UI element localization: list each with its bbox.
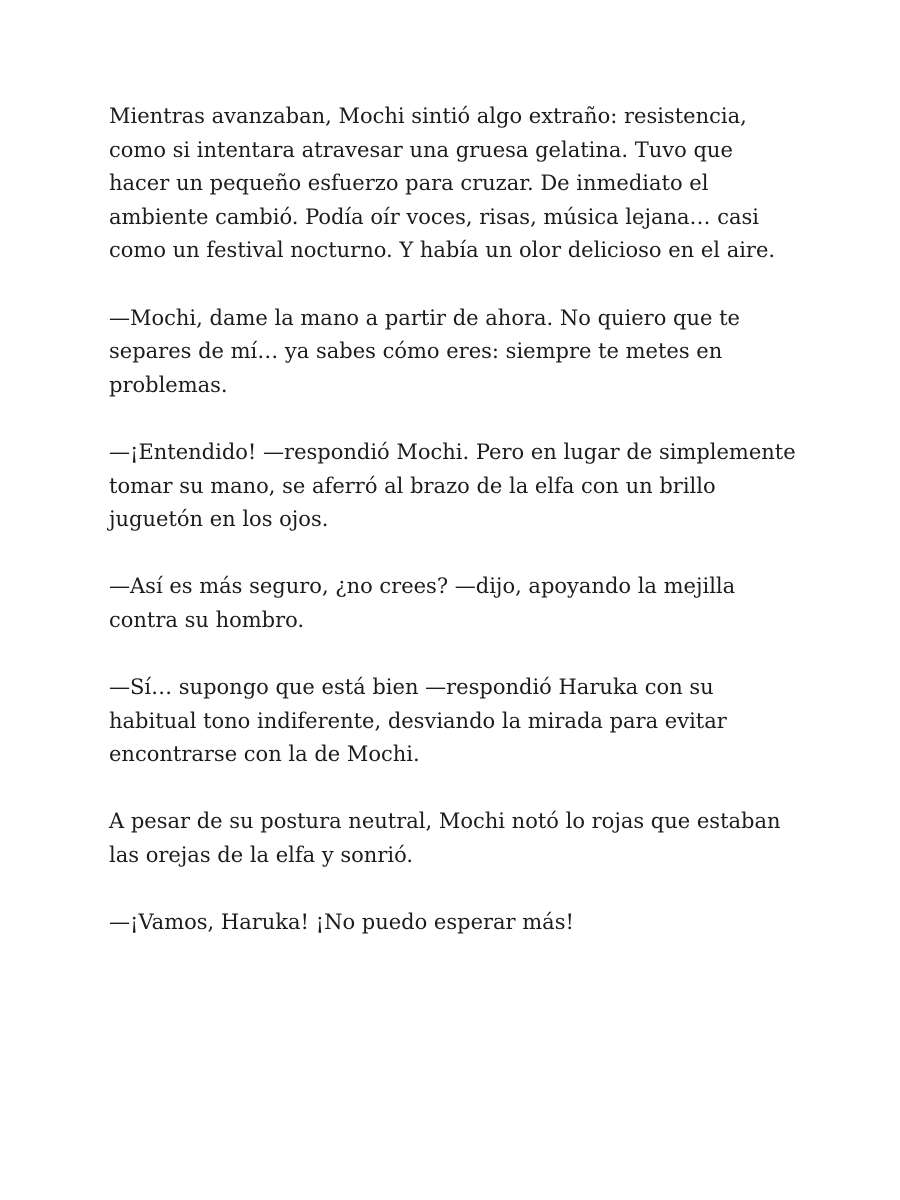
paragraph: —Mochi, dame la mano a partir de ahora. No quiero que te separes de mí… ya sabes cómo eres: siempre te metes en problemas. xyxy=(109,305,740,397)
paragraph: —¡Entendido! —respondió Mochi. Pero en lugar de simplemente tomar su mano, se aferró al brazo de la elfa con un brillo juguetón en los ojos. xyxy=(109,439,796,532)
paragraph: —Sí… supongo que está bien —respondió Haruka con su habitual tono indiferente, desviando la mirada para evitar encontrarse con la de Mochi. xyxy=(109,675,727,767)
paragraph: Mientras avanzaban, Mochi sintió algo extraño: resistencia, como si intentara atravesar una gruesa gelatina. Tuvo que hacer un pequeño esfuerzo para cruzar. De inmediato el ambiente cambió. Podía oír voces, risas, música lejana… casi como un festival nocturno. Y había un olor delicioso en el aire. xyxy=(109,104,776,263)
paragraph: —¡Vamos, Haruka! ¡No puedo esperar más! xyxy=(109,910,574,935)
document-page xyxy=(109,100,799,973)
paragraph: —Así es más seguro, ¿no crees? —dijo, apoyando la mejilla contra su hombro. xyxy=(109,574,736,632)
paragraph: A pesar de su postura neutral, Mochi notó lo rojas que estaban las orejas de la elfa y sonrió. xyxy=(109,809,781,868)
